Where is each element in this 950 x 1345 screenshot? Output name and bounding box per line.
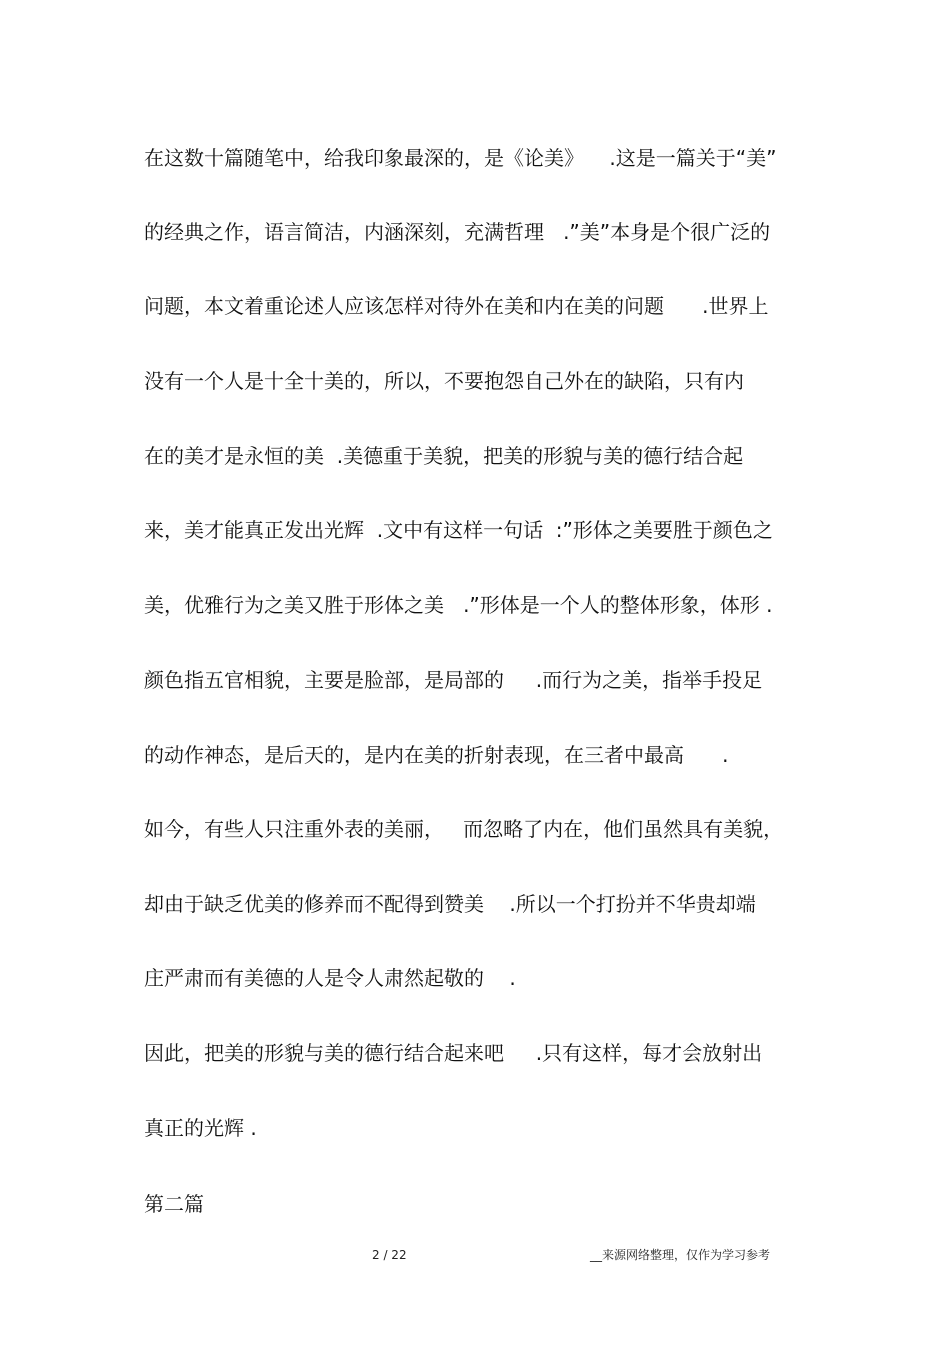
body-text-line: 来，美才能真正发出光辉 .文中有这样一句话 :”形体之美要胜于颜色之 xyxy=(144,518,773,542)
section-heading: 第二篇 xyxy=(144,1192,204,1216)
body-text-line: 在的美才是永恒的美 .美德重于美貌，把美的形貌与美的德行结合起 xyxy=(144,444,744,468)
body-text-line: 在这数十篇随笔中，给我印象最深的，是《论美》 .这是一篇关于“美” xyxy=(144,146,777,170)
body-text-line: 美，优雅行为之美又胜于形体之美 .”形体是一个人的整体形象，体形 . xyxy=(144,593,773,617)
body-text-line: 庄严肃而有美德的人是令人肃然起敬的 . xyxy=(144,966,516,990)
body-text-line: 的经典之作，语言简洁，内涵深刻，充满哲理 .”美”本身是个很广泛的 xyxy=(144,220,771,244)
body-text-line: 如今，有些人只注重外表的美丽， 而忽略了内在，他们虽然具有美貌， xyxy=(144,817,784,841)
source-note: __来源网络整理，仅作为学习参考 xyxy=(590,1248,771,1262)
body-text-line: 因此，把美的形貌与美的德行结合起来吧 .只有这样，每才会放射出 xyxy=(144,1041,763,1065)
body-text-line: 问题，本文着重论述人应该怎样对待外在美和内在美的问题 .世界上 xyxy=(144,294,769,318)
body-text-line: 真正的光辉 . xyxy=(144,1116,257,1140)
page-number: 2 / 22 xyxy=(372,1248,407,1262)
body-text-line: 没有一个人是十全十美的，所以，不要抱怨自己外在的缺陷，只有内 xyxy=(144,369,744,393)
body-text-line: 颜色指五官相貌，主要是脸部，是局部的 .而行为之美，指举手投足 xyxy=(144,668,763,692)
body-text-line: 的动作神态，是后天的，是内在美的折射表现，在三者中最高 . xyxy=(144,743,729,767)
body-text-line: 却由于缺乏优美的修养而不配得到赞美 .所以一个打扮并不华贵却端 xyxy=(144,892,756,916)
